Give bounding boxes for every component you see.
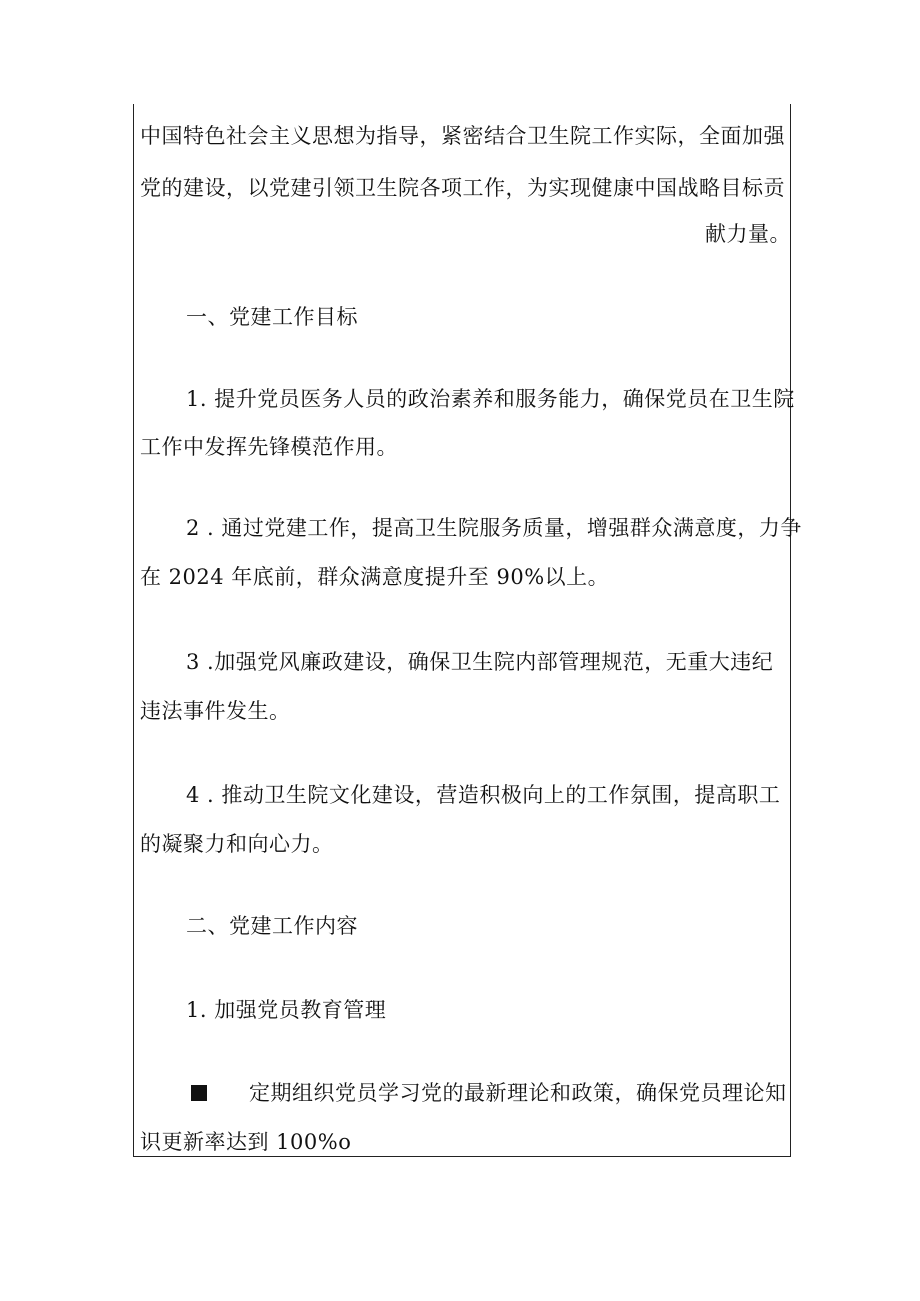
content-subheading-1: 1. 加强党员教育管理 — [186, 998, 387, 1022]
section-heading-content: 二、党建工作内容 — [186, 914, 358, 938]
bullet-item-line-1: 定期组织党员学习党的最新理论和政策，确保党员理论知 — [249, 1081, 787, 1105]
goal-item-2-line-2: 在 2024 年底前，群众满意度提升至 90%以上。 — [140, 565, 610, 589]
goal-item-1-line-1: 1. 提升党员医务人员的政治素养和服务能力，确保党员在卫生院 — [186, 387, 795, 411]
goal-item-4-line-1: 4 . 推动卫生院文化建设，营造积极向上的工作氛围，提高职工 — [186, 783, 781, 807]
intro-line-3: 献力量。 — [705, 222, 791, 246]
intro-line-1: 中国特色社会主义思想为指导，紧密结合卫生院工作实际，全面加强 — [140, 124, 785, 148]
goal-item-2-line-1: 2 . 通过党建工作，提高卫生院服务质量，增强群众满意度，力争 — [186, 516, 802, 540]
square-bullet-icon — [191, 1085, 207, 1101]
goal-item-1-line-2: 工作中发挥先锋模范作用。 — [140, 435, 398, 459]
intro-line-2: 党的建设，以党建引领卫生院各项工作，为实现健康中国战略目标贡 — [140, 176, 785, 200]
bullet-item-line-2: 识更新率达到 100%o — [140, 1130, 352, 1154]
goal-item-3-line-1: 3 .加强党风廉政建设，确保卫生院内部管理规范，无重大违纪 — [186, 650, 774, 674]
goal-item-3-line-2: 违法事件发生。 — [140, 699, 291, 723]
goal-item-4-line-2: 的凝聚力和向心力。 — [140, 832, 334, 856]
section-heading-goals: 一、党建工作目标 — [186, 305, 358, 329]
